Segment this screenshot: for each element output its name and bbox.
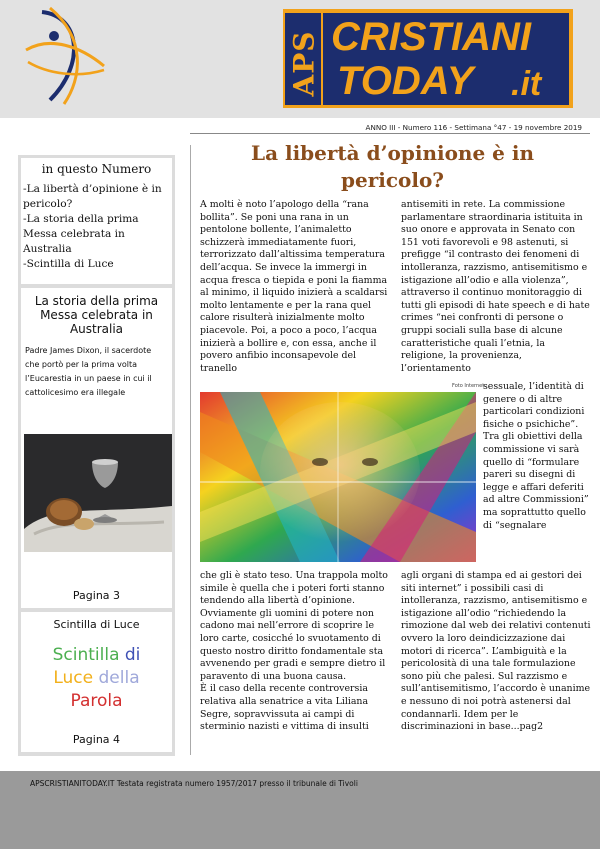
masthead-logo xyxy=(283,9,573,108)
scintilla-title[interactable]: Scintilla di Luce xyxy=(53,618,140,631)
feature-title[interactable]: La storia della prima Messa celebrata in Australia xyxy=(34,294,159,336)
toc-item[interactable]: -La libertà d’opinione è in pericolo? xyxy=(23,183,162,210)
chalice-bread-image xyxy=(24,434,172,552)
masthead-aps: APS xyxy=(287,30,321,97)
scintilla-word: di xyxy=(124,645,141,665)
article-text: antisemiti in rete. La commissione parlamentare straordinaria istituita in suo onore e approvata in Senato con 151 voti favorevoli e 98 astenuti, si prefigge “il contrasto dei fenomeni di intolleranza, razzismo, antisemitismo e istigazione all’odio e alla violenza”, attraverso il continuo monitoraggio di tutti gli episodi di hate speech e di hate crimes “nei confronti di persone o gruppi sociali sulla base di alcune caratteristiche quali l’etnia, la religione, la provenienza, l’orientamento xyxy=(401,199,590,374)
column-divider xyxy=(190,145,191,755)
photo-credit: Foto Internet xyxy=(452,383,485,389)
scintilla-word: Luce xyxy=(53,668,94,688)
scintilla-panel xyxy=(21,612,172,752)
toc-item[interactable]: -Scintilla di Luce xyxy=(23,258,114,270)
scintilla-word: della xyxy=(98,668,140,688)
footer-text: APSCRISTIANITODAY.IT Testata registrata numero 1957/2017 presso il tribunale di Tivoli xyxy=(30,779,358,788)
scintilla-word: Scintilla xyxy=(52,645,120,665)
toc-item[interactable]: -La storia della prima Messa celebrata in Australia xyxy=(23,213,139,255)
article-text: agli organi di stampa ed ai gestori dei siti internet” i possibili casi di intolleranza, razzismo, antisemitismo e istigazione all’odio “richiedendo la rimozione dal web dei relativi contenuti ovvero la loro deindicizzazione dai motori di ricerca”. L’ambiguità e la pericolosità di una tale formulazione sono più che palesi. Sul razzismo e sull’antisemitismo, l’accordo è unanime e nessuno di noi potrà astenersi dal condannarli. Idem per le discriminazioni in base...pag2 xyxy=(401,570,591,733)
article-text: A molti è noto l’apologo della “rana bollita”. Se poni una rana in un pentolone bollente, l’animaletto schizzerà immediatamente fuori, terrorizzato dall’altissima temperatura dell’acqua. Se invece la immergi in acqua fresca o tiepida e poni la fiamma al minimo, il liquido inizierà a scaldarsi molto lentamente e per la rana quel calore risulterà inizialmente molto piacevole. Poi, a poco a poco, l’acqua inizierà a bollire e, con essa, anche il povero anfibio inconsapevole del tranello xyxy=(200,199,388,374)
article-text: sessuale, l’identità di genere o di altre particolari condizioni fisiche o psichiche”. Tra gli obiettivi della commissione vi sarà quello di “formulare pareri su disegni di legge e affari deferiti ad altre Commissioni” ma soprattutto quello di “segnalare xyxy=(483,381,589,531)
divider xyxy=(190,133,590,134)
article-title: La libertà d’opinione è in pericolo? xyxy=(251,141,534,192)
footer xyxy=(0,771,600,849)
feature-panel xyxy=(21,288,172,608)
masthead-suffix: .it xyxy=(511,65,542,103)
scintilla-logo xyxy=(23,644,170,716)
issue-line: ANNO III - Numero 116 - Settimana °47 - 19 novembre 2019 xyxy=(365,123,582,132)
article-photo xyxy=(200,392,476,562)
page-reference[interactable]: Pagina 4 xyxy=(72,733,121,746)
header xyxy=(0,0,600,118)
page-reference[interactable]: Pagina 3 xyxy=(72,589,121,602)
toc-panel xyxy=(21,158,172,284)
article-text: che gli è stato teso. Una trappola molto simile è quella che i poteri forti stanno tendendo alla libertà d’opinione. Ovviamente gli uomini di potere non cadono mai nell’errore di scoprire le loro carte, cosicché lo svuotamento di questo nostro diritto fondamentale sta avvenendo per gradi e sempre dietro il paravento di una buona causa. È il caso della recente controversia relativa alla senatrice a vita Liliana Segre, sopravvissuta ai campi di sterminio nazisti e vittima di insulti xyxy=(200,570,388,733)
fish-logo-icon xyxy=(20,6,110,106)
masthead-line2: TODAY xyxy=(337,59,474,103)
feature-text: Padre James Dixon, il sacerdote che portò per la prima volta l’Eucarestia in un paese in cui il cattolicesimo era illegale xyxy=(25,346,152,397)
toc-title: in questo Numero xyxy=(41,162,152,176)
scintilla-word: Parola xyxy=(70,691,123,711)
sidebar xyxy=(18,155,175,756)
masthead-line1: CRISTIANI xyxy=(331,15,531,59)
